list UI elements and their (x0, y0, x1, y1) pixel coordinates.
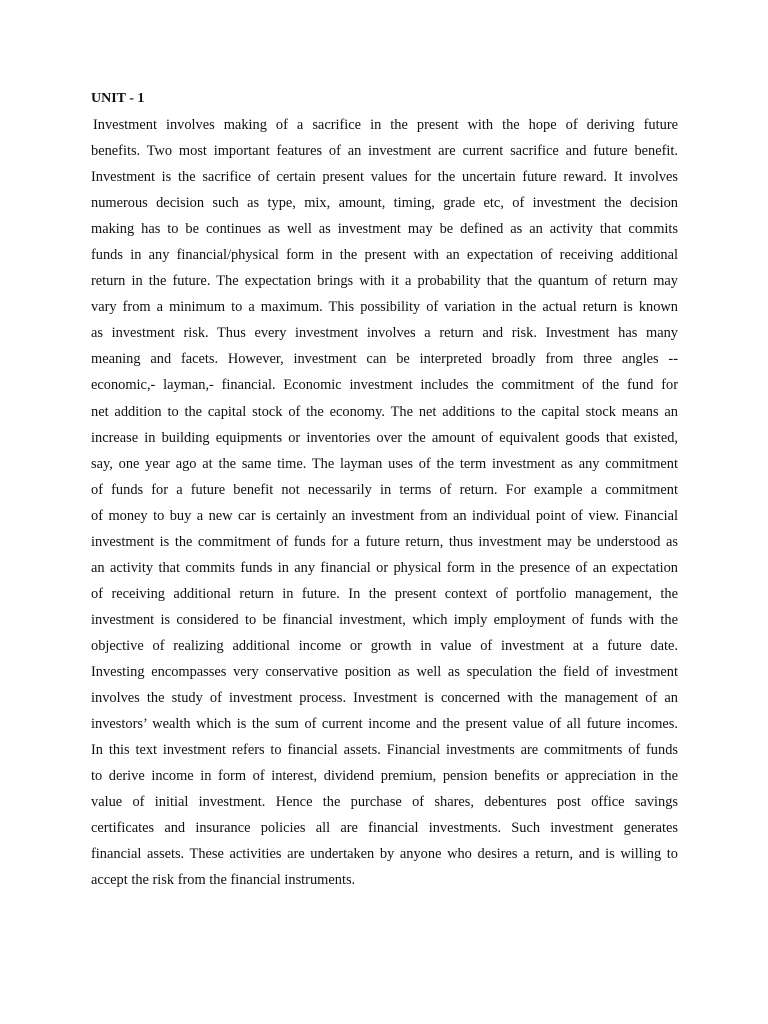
text-line: return in the future. The expectation brings with it a probability that the quantum of return may (91, 273, 678, 290)
text-line: numerous decision such as type, mix, amount, timing, grade etc, of investment the decision (91, 195, 678, 212)
text-line: net addition to the capital stock of the economy. The net additions to the capital stock means an (91, 403, 678, 420)
text-line: certificates and insurance policies all are financial investments. Such investment generates (91, 820, 678, 837)
text-line: funds in any financial/physical form in the present with an expectation of receiving additional (91, 247, 678, 264)
text-line: involves the study of investment process. Investment is concerned with the management of an (91, 690, 678, 707)
text-line: as investment risk. Thus every investment involves a return and risk. Investment has many (91, 325, 678, 342)
text-line: Investment involves making of a sacrifice in the present with the hope of deriving future (93, 117, 678, 133)
text-line: accept the risk from the financial instruments. (91, 872, 356, 889)
text-line: an activity that commits funds in any financial or physical form in the presence of an expectation (91, 559, 678, 576)
text-line: increase in building equipments or inventories over the amount of equivalent goods that existed, (91, 429, 678, 446)
text-line: investment is considered to be financial investment, which imply employment of funds with the (91, 611, 678, 628)
text-line: In this text investment refers to financial assets. Financial investments are commitments of funds (91, 742, 678, 759)
body-paragraph (91, 115, 678, 896)
unit-heading: UNIT - 1 (91, 91, 145, 106)
text-line: financial assets. These activities are undertaken by anyone who desires a return, and is willing to (91, 846, 678, 863)
text-line: economic,- layman,- financial. Economic investment includes the commitment of the fund for (91, 377, 678, 394)
text-line: of receiving additional return in future. In the present context of portfolio management, the (91, 585, 678, 602)
text-line: objective of realizing additional income or growth in value of investment at a future date. (91, 637, 678, 654)
text-line: to derive income in form of interest, dividend premium, pension benefits or appreciation in the (91, 768, 678, 785)
text-line: Investment is the sacrifice of certain present values for the uncertain future reward. It involves (91, 169, 678, 186)
text-line: value of initial investment. Hence the purchase of shares, debentures post office savings (91, 794, 678, 811)
text-line: benefits. Two most important features of an investment are current sacrifice and future benefit. (91, 143, 678, 160)
text-line: meaning and facets. However, investment can be interpreted broadly from three angles -- (91, 351, 678, 368)
text-line: making has to be continues as well as investment may be defined as an activity that commits (91, 221, 678, 238)
text-line: Investing encompasses very conservative position as well as speculation the field of investment (91, 663, 678, 680)
text-line: investors’ wealth which is the sum of current income and the present value of all future incomes. (91, 716, 678, 733)
text-line: of money to buy a new car is certainly an investment from an individual point of view. Financial (91, 507, 678, 524)
text-line: say, one year ago at the same time. The layman uses of the term investment as any commitment (91, 455, 678, 472)
text-line: of funds for a future benefit not necessarily in terms of return. For example a commitment (91, 481, 678, 498)
text-line: vary from a minimum to a maximum. This possibility of variation in the actual return is known (91, 299, 678, 316)
text-line: investment is the commitment of funds for a future return, thus investment may be understood as (91, 533, 678, 550)
